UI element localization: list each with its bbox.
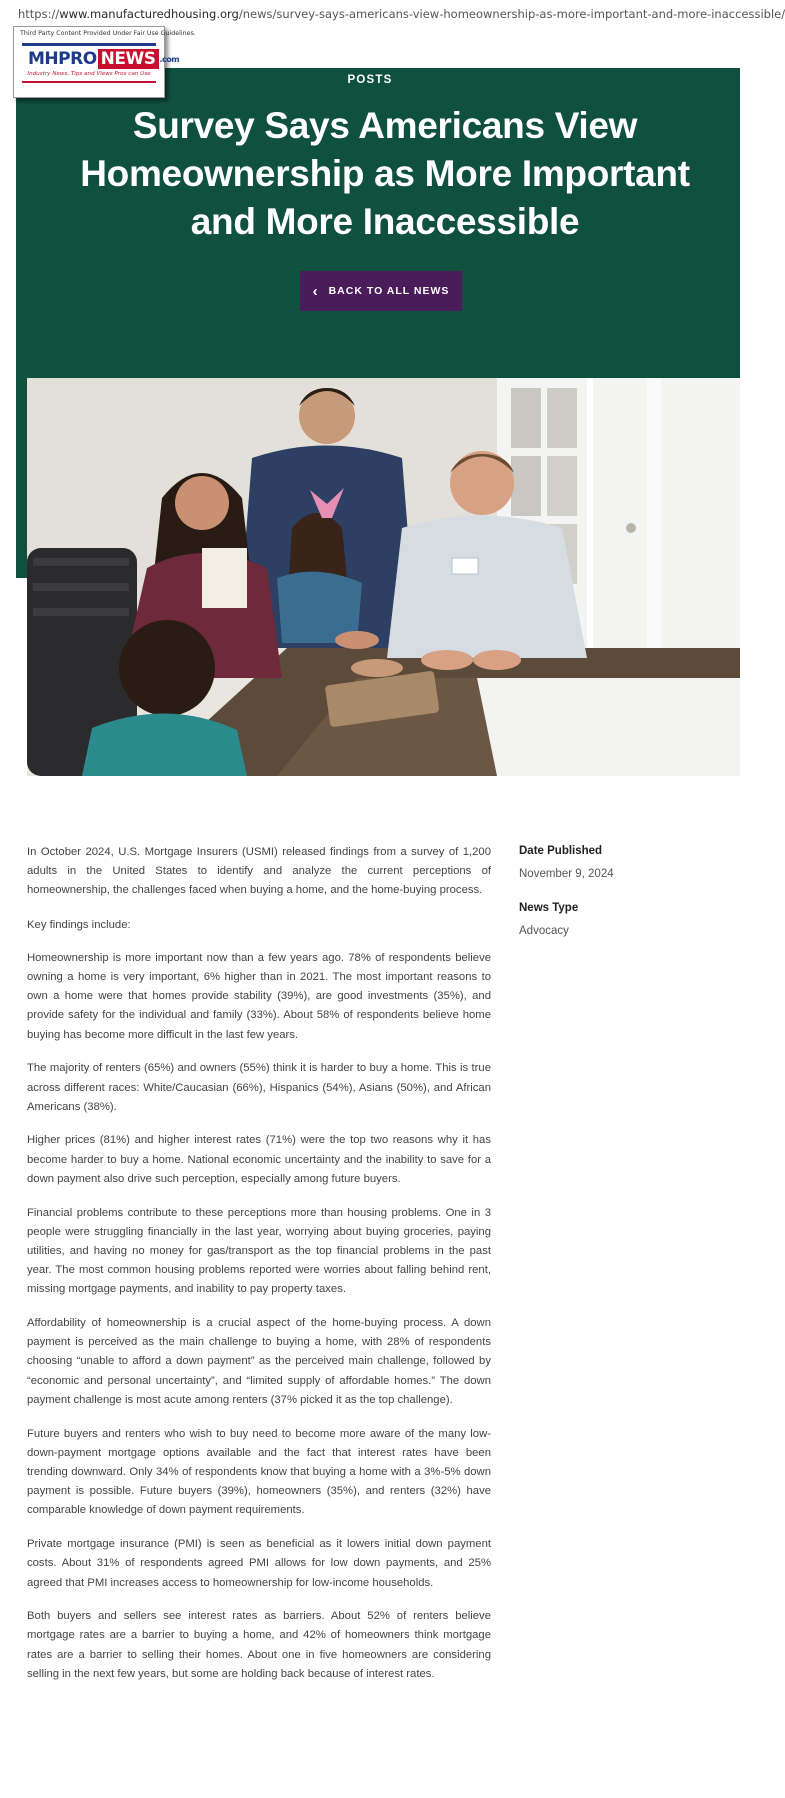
chevron-left-icon: ‹ xyxy=(312,282,319,300)
logo-rule-bottom xyxy=(22,81,156,83)
article-paragraph: Both buyers and sellers see interest rates as barriers. About 52% of renters believe mortgage rates are a barrier to buying a home, and 42% of homeowners think mortgage rates are a barrier to selling their homes. About one in five homeowners are considering selling in the next few years, but some are holding back because of interest rates. xyxy=(27,1610,491,1680)
date-published-label: Date Published xyxy=(519,845,603,857)
page-title-line-1: Survey Says Americans View xyxy=(132,105,638,146)
hero-accent-strip xyxy=(16,378,27,578)
url-prefix: https:// xyxy=(18,7,60,21)
back-to-all-news-button[interactable] xyxy=(300,271,462,311)
article-paragraph: Higher prices (81%) and higher interest rates (71%) were the top two reasons why it has become harder to buy a home. National economic uncertainty and the inability to save for a down payment also drive such perception, especially among future buyers. xyxy=(27,1134,491,1185)
logo-rule-top xyxy=(22,43,156,46)
article-paragraph: Future buyers and renters who wish to buy need to become more aware of the many low-down-payment mortgage options available and the fact that interest rates have been trending downward. Only 34% of respondents know that buying a home with a 3%-5% down payment is possible. Future buyers (39%), homeowners (35%), and renters (32%) have comparable knowledge of down payment requirements. xyxy=(27,1427,491,1517)
logo-tagline: Industry News, Tips and Views Pros can Use xyxy=(27,71,151,77)
article-meta-sidebar xyxy=(519,843,719,957)
article-paragraph: The majority of renters (65%) and owners (55%) think it is harder to buy a home. This is true across different races: White/Caucasian (66%), Hispanics (54%), Asians (50%), and African Americans (38%). xyxy=(27,1062,491,1113)
url-domain: www.manufacturedhousing.org xyxy=(59,7,239,21)
key-findings-label: Key findings include: xyxy=(27,918,131,931)
url-path: /news/survey-says-americans-view-homeownership-as-more-important-and-more-inaccessible/ xyxy=(238,7,785,21)
article-paragraph: Homeownership is more important now than a few years ago. 78% of respondents believe owning a home is very important, 6% higher than in 2021. The most important reasons to own a home were that homes provide stability (39%), are good investments (35%), and provide safety for the individual and family (33%). About 58% of respondents believe home buying has become more difficult in the last few years. xyxy=(27,951,491,1041)
logo-wordmark xyxy=(28,49,179,69)
news-type-value[interactable]: Advocacy xyxy=(519,925,569,937)
logo-news: NEWS xyxy=(98,49,159,69)
family-with-advisor-at-table-photo xyxy=(27,378,740,776)
logo-pro: PRO xyxy=(58,49,97,69)
mhpronews-logo xyxy=(13,26,196,98)
photo-illustration xyxy=(27,378,740,776)
source-url[interactable] xyxy=(18,7,785,21)
page-title-line-3: and More Inaccessible xyxy=(190,201,580,242)
article-body xyxy=(27,843,491,1699)
news-type-label: News Type xyxy=(519,902,579,914)
back-button-label: BACK TO ALL NEWS xyxy=(328,285,450,297)
article-paragraph: Private mortgage insurance (PMI) is seen as beneficial as it lowers initial down payment costs. About 31% of respondents agreed PMI allows for low down payments, and 25% agreed that PMI increases access to homeownership for low-income households. xyxy=(27,1538,491,1589)
logo-com: .com xyxy=(159,55,180,64)
date-published-value: November 9, 2024 xyxy=(519,868,614,880)
page-title xyxy=(40,102,730,246)
article-paragraph: Financial problems contribute to these perceptions more than housing problems. One in 3 people were struggling financially in the last year, worrying about buying groceries, paying utilities, and having no money for gas/transport as the top financial problems in the past year. The most common housing problems reported were worries about falling behind rent, missing mortgage payments, and inability to pay property taxes. xyxy=(27,1206,491,1296)
category-eyebrow: POSTS xyxy=(347,74,393,86)
fair-use-notice: Third Party Content Provided Under Fair Use Guidelines. xyxy=(20,30,196,37)
logo-mh: MH xyxy=(28,49,59,69)
page-title-line-2: Homeownership as More Important xyxy=(80,153,690,194)
article-intro: In October 2024, U.S. Mortgage Insurers (USMI) released findings from a survey of 1,200 adults in the United States to identify and analyze the current perceptions of homeownership, the challenges faced when buying a home, and the home-buying process. xyxy=(27,846,491,897)
article-paragraph: Affordability of homeownership is a crucial aspect of the home-buying process. A down payment is perceived as the main challenge to buying a home, with 28% of respondents choosing “unable to afford a down payment” as the perceived main challenge, followed by “economic and personal uncertainty”, and “limited supply of affordable homes.” The down payment challenge is most acute among renters (37% picked it as the top challenge). xyxy=(27,1317,491,1406)
